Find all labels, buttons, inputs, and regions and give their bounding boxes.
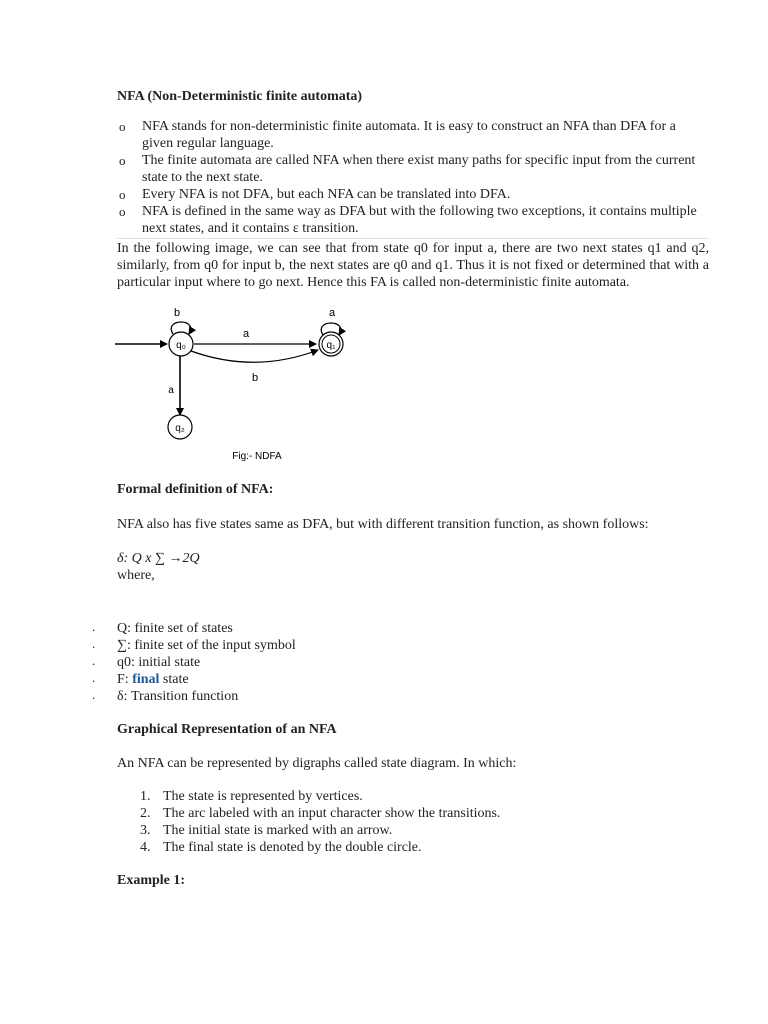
bullet-text: The finite automata are called NFA when there exist many paths for specific input from the current state to the next state. [142,153,696,185]
list-number: 1. [140,789,151,804]
section-divider [117,238,709,291]
ndfa-state-diagram [115,304,355,469]
state-q2-label: q₂ [175,423,185,434]
list-item [0,671,709,688]
list-item [0,152,709,186]
label-q0-self: b [173,307,181,319]
bullet-text: NFA stands for non-deterministic finite automata. It is easy to construct an NFA than DFA for a given regular language. [142,119,676,151]
list-text: The initial state is marked with an arrow. [163,823,393,838]
graph-points-list [117,788,709,856]
list-text: The state is represented by vertices. [163,789,363,804]
list-item [0,688,709,705]
list-number: 3. [140,823,151,838]
list-item [117,788,709,805]
list-item [0,620,709,637]
bullet-marker: o [119,119,126,134]
bullet-marker: . [92,636,96,651]
list-number: 2. [140,806,151,821]
definition-text: δ: Transition function [117,689,239,704]
transition-formula: δ: Q x ∑ →2Q [117,551,200,566]
list-item [117,839,709,856]
label-q1-self: a [328,307,336,319]
example-heading: Example 1: [117,873,186,888]
list-item [117,805,709,822]
list-item [0,186,709,203]
bullet-marker: . [92,653,96,668]
definition-suffix: state [159,672,189,687]
where-label: where, [117,568,155,583]
ndfa-figure [117,304,709,469]
list-text: The arc labeled with an input character show the transitions. [163,806,501,821]
list-item [0,118,709,152]
formal-definition-text: NFA also has five states same as DFA, but with different transition function, as shown follows: [117,517,649,532]
list-number: 4. [140,840,151,855]
edge-q0-q1-b [191,350,318,362]
list-item [0,637,709,654]
definition-text: ∑: finite set of the input symbol [117,638,296,653]
bullet-marker: . [92,670,96,685]
state-q1-label: q₁ [326,340,336,351]
definition-list [0,620,709,705]
intro-bullet-list [0,118,709,237]
document-page [92,88,709,890]
definition-text: q0: initial state [117,655,201,670]
formal-definition-heading: Formal definition of NFA: [117,482,274,497]
list-item [0,203,709,237]
list-text: The final state is denoted by the double circle. [163,840,422,855]
bullet-marker: o [119,187,126,202]
bullet-text: Every NFA is not DFA, but each NFA can be translated into DFA. [142,187,511,202]
bullet-marker: o [119,204,126,219]
label-q0-q1-a: a [242,328,250,340]
bullet-marker: . [92,687,96,702]
state-q0-label: q₀ [176,340,186,351]
final-keyword-link[interactable]: final [132,672,160,687]
bullet-text: NFA is defined in the same way as DFA but with the following two exceptions, it contains multiple next states, and it contains ε transition. [142,204,697,236]
definition-text: F: [117,672,133,687]
page-title: NFA (Non-Deterministic finite automata) [117,89,363,104]
bullet-marker: . [92,619,96,634]
label-q0-q1-b: b [251,372,259,384]
list-item [117,822,709,839]
figure-caption: Fig:- NDFA [232,451,282,462]
graphical-representation-text: An NFA can be represented by digraphs called state diagram. In which: [117,756,517,771]
explanation-paragraph: In the following image, we can see that from state q0 for input a, there are two next states q1 and q2, similarly, from q0 for input b, the next states are q0 and q1. Thus it is not fixed or determined that with a particular input where to go next. Hence this FA is called non-deterministic finite automata. [117,241,709,290]
definition-text: Q: finite set of states [117,621,233,636]
list-item [0,654,709,671]
label-q0-q2: a [168,385,174,396]
graphical-representation-heading: Graphical Representation of an NFA [117,722,337,737]
bullet-marker: o [119,153,126,168]
